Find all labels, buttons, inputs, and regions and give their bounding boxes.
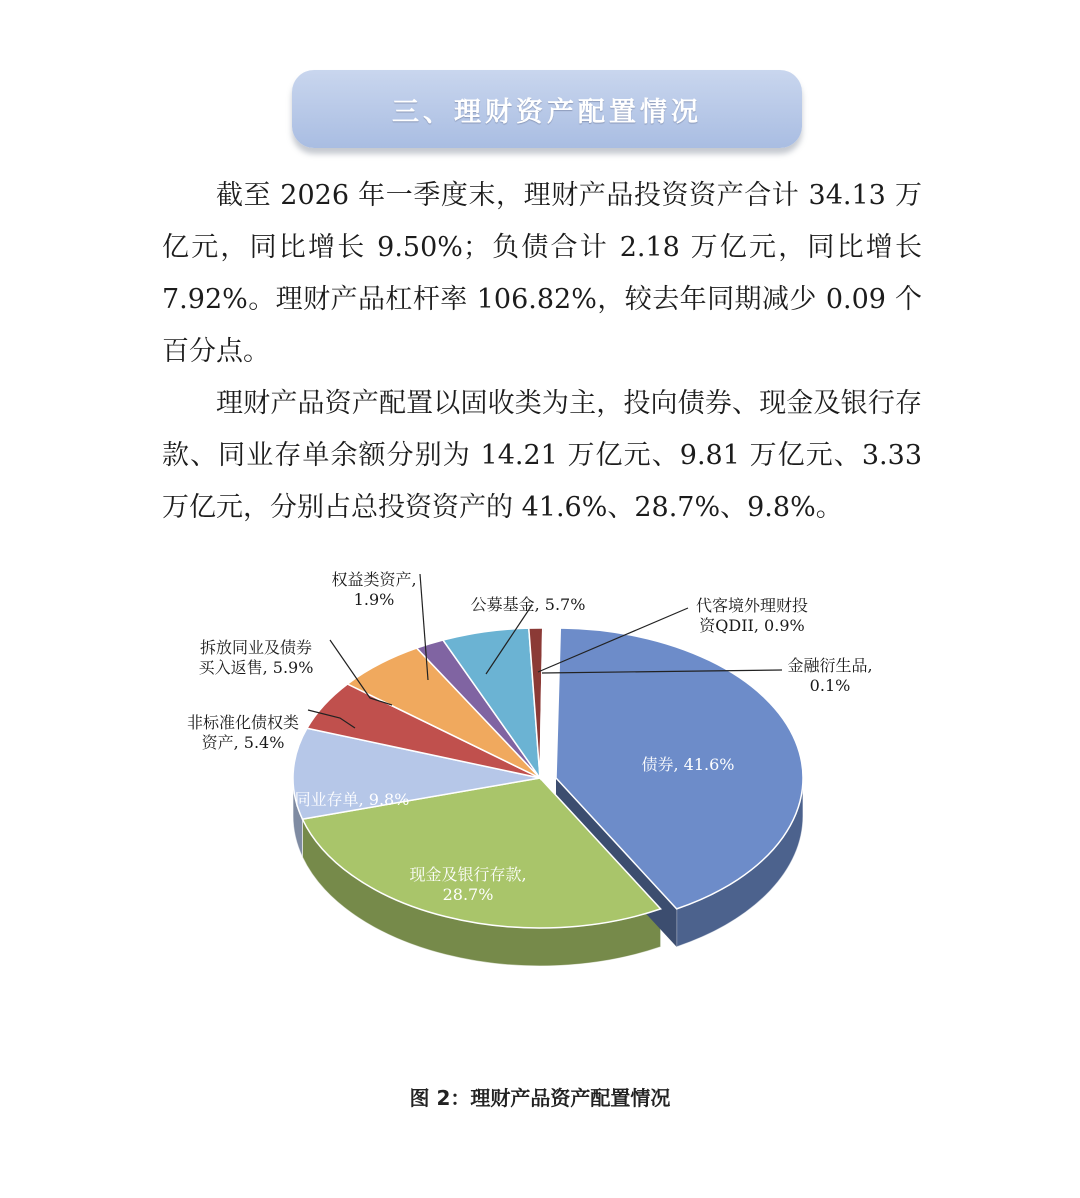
slice-label-line: 买入返售, 5.9%: [198, 658, 314, 677]
slice-label-line: 28.7%: [442, 885, 494, 904]
slice-label-line: 金融衍生品,: [787, 656, 873, 675]
section-title-banner: [292, 70, 802, 148]
slice-label-line: 1.9%: [353, 590, 395, 609]
slice-label-7: [696, 596, 808, 636]
slice-label-line: 代客境外理财投: [695, 596, 809, 615]
section-title: 三、理财资产配置情况: [392, 96, 702, 128]
slice-label-line: 权益类资产,: [331, 570, 417, 589]
slice-label-4: [199, 638, 314, 678]
slice-label-2: [295, 790, 410, 810]
slice-label-5: [331, 570, 416, 610]
slice-label-6: [471, 595, 586, 615]
slice-label-1: [409, 865, 526, 905]
slice-label-line: 同业存单, 9.8%: [294, 790, 410, 809]
slice-label-line: 债券, 41.6%: [641, 755, 735, 774]
asset-allocation-pie-chart: [160, 550, 940, 1060]
slice-label-3: [187, 713, 299, 753]
slice-label-line: 资QDII, 0.9%: [699, 616, 805, 635]
paragraph-2: 理财产品资产配置以固收类为主，投向债券、现金及银行存款、同业存单余额分别为 14.21 万亿元、9.81 万亿元、3.33 万亿元，分别占总投资资产的 41.6%、28.7%、9.8%。: [162, 388, 922, 523]
slice-label-0: [641, 755, 734, 775]
pie-svg: [160, 550, 940, 1060]
body-text: [162, 170, 922, 534]
slice-label-line: 0.1%: [809, 676, 851, 695]
slice-label-line: 非标准化债权类: [186, 713, 300, 732]
slice-label-line: 公募基金, 5.7%: [470, 595, 586, 614]
slice-label-8: [787, 656, 872, 696]
slice-label-line: 现金及银行存款,: [409, 865, 527, 884]
figure-caption: 图 2：理财产品资产配置情况: [409, 1086, 671, 1110]
slice-label-line: 资产, 5.4%: [201, 733, 285, 752]
paragraph-1: 截至 2026 年一季度末，理财产品投资资产合计 34.13 万亿元，同比增长 9.50%；负债合计 2.18 万亿元，同比增长 7.92%。理财产品杠杆率 106.82%，较去年同期减少 0.09 个百分点。: [162, 180, 922, 367]
slice-label-line: 拆放同业及债券: [199, 638, 313, 657]
